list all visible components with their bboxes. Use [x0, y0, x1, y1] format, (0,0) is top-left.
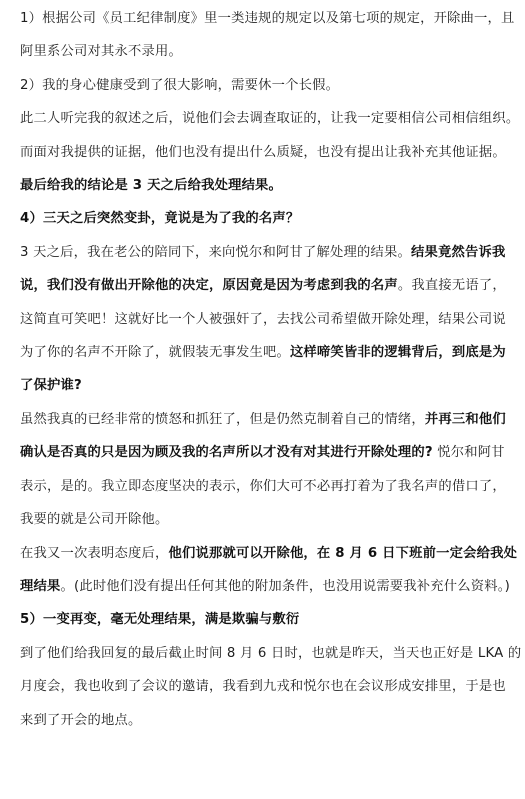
bold-text: 确认是否真的只是因为顾及我的名声所以才没有对其进行开除处理的?	[20, 445, 433, 461]
text: 表示，是的。我立即态度坚决的表示，你们大可不必再打着为了我名声的借口了，	[20, 478, 506, 494]
paragraph	[20, 603, 525, 636]
bold-text: 结果竟然告诉我	[411, 244, 506, 260]
text-line	[20, 2, 525, 35]
text: 1）根据公司《员工纪律制度》里一类违规的规定以及第七项的规定，开除曲一，且	[20, 11, 515, 26]
text: 这简直可笑吧！这就好比一个人被强奸了，去找公司希望做开除处理，结果公司说	[20, 311, 506, 327]
paragraph	[20, 69, 525, 102]
paragraph	[20, 202, 525, 235]
text-line	[20, 369, 525, 402]
paragraph	[20, 169, 525, 202]
bold-text: 这样啼笑皆非的逻辑背后，到底是为	[289, 345, 506, 361]
text-line	[20, 102, 525, 135]
text-line	[20, 236, 525, 269]
bold-text: 5）一变再变，毫无处理结果，满是欺骗与敷衍	[20, 612, 300, 628]
text-line	[20, 202, 525, 235]
paragraph	[20, 403, 525, 537]
paragraph	[20, 236, 525, 403]
text-line	[20, 704, 525, 737]
text: 阿里系公司对其永不录用。	[20, 44, 182, 60]
text: 虽然我真的已经非常的愤怒和抓狂了，但是仍然克制着自己的情绪，	[20, 411, 425, 427]
text-line	[20, 336, 525, 369]
bold-text: 说，我们没有做出开除他的决定，原因竟是因为考虑到我的名声	[20, 278, 398, 294]
document-body	[20, 0, 525, 737]
bold-text: 最后给我的结论是 3 天之后给我处理结果。	[20, 178, 283, 194]
text: 到了他们给我回复的最后截止时间 8 月 6 日时，也就是昨天，当天也正好是 LKA 的	[20, 645, 522, 661]
bold-text: 了保护谁?	[20, 378, 82, 394]
text: 来到了开会的地点。	[20, 712, 142, 728]
text-line	[20, 269, 525, 302]
text-line	[20, 603, 525, 636]
text: 。我直接无语了，	[397, 278, 506, 294]
bold-text: 理结果	[20, 578, 61, 594]
text-line	[20, 35, 525, 68]
text-line	[20, 136, 525, 169]
text: 月度会，我也收到了会议的邀请，我看到九戎和悦尔也在会议形成安排里，于是也	[20, 679, 506, 695]
paragraph	[20, 637, 525, 737]
text-line	[20, 670, 525, 703]
text: 在我又一次表明态度后，	[20, 545, 169, 561]
text: 3 天之后，我在老公的陪同下，来向悦尔和阿甘了解处理的结果。	[20, 244, 411, 260]
text: 。(此时他们没有提出任何其他的附加条件，也没用说需要我补充什么资料。)	[60, 578, 511, 594]
bold-text: 4）三天之后突然变卦，竟说是为了我的名声？	[20, 211, 300, 227]
text-line	[20, 169, 525, 202]
text: 而面对我提供的证据，他们也没有提出什么质疑，也没有提出让我补充其他证据。	[20, 144, 506, 160]
text: 为了你的名声不开除了，就假装无事发生吧。	[20, 345, 290, 361]
text-line	[20, 570, 525, 603]
text-line	[20, 537, 525, 570]
text: 悦尔和阿甘	[432, 445, 505, 461]
text-line	[20, 303, 525, 336]
text-line	[20, 637, 525, 670]
text: 我要的就是公司开除他。	[20, 512, 169, 528]
paragraph	[20, 537, 525, 604]
text-line	[20, 403, 525, 436]
text-line	[20, 503, 525, 536]
bold-text: 并再三和他们	[424, 411, 506, 427]
text-line	[20, 470, 525, 503]
text-line	[20, 436, 525, 469]
paragraph	[20, 0, 525, 69]
paragraph	[20, 102, 525, 169]
text: 此二人听完我的叙述之后，说他们会去调查取证的，让我一定要相信公司相信组织。	[20, 111, 520, 127]
text-line	[20, 69, 525, 102]
text: 2）我的身心健康受到了很大影响，需要休一个长假。	[20, 77, 340, 93]
bold-text: 他们说那就可以开除他，在 8 月 6 日下班前一定会给我处	[168, 545, 518, 561]
